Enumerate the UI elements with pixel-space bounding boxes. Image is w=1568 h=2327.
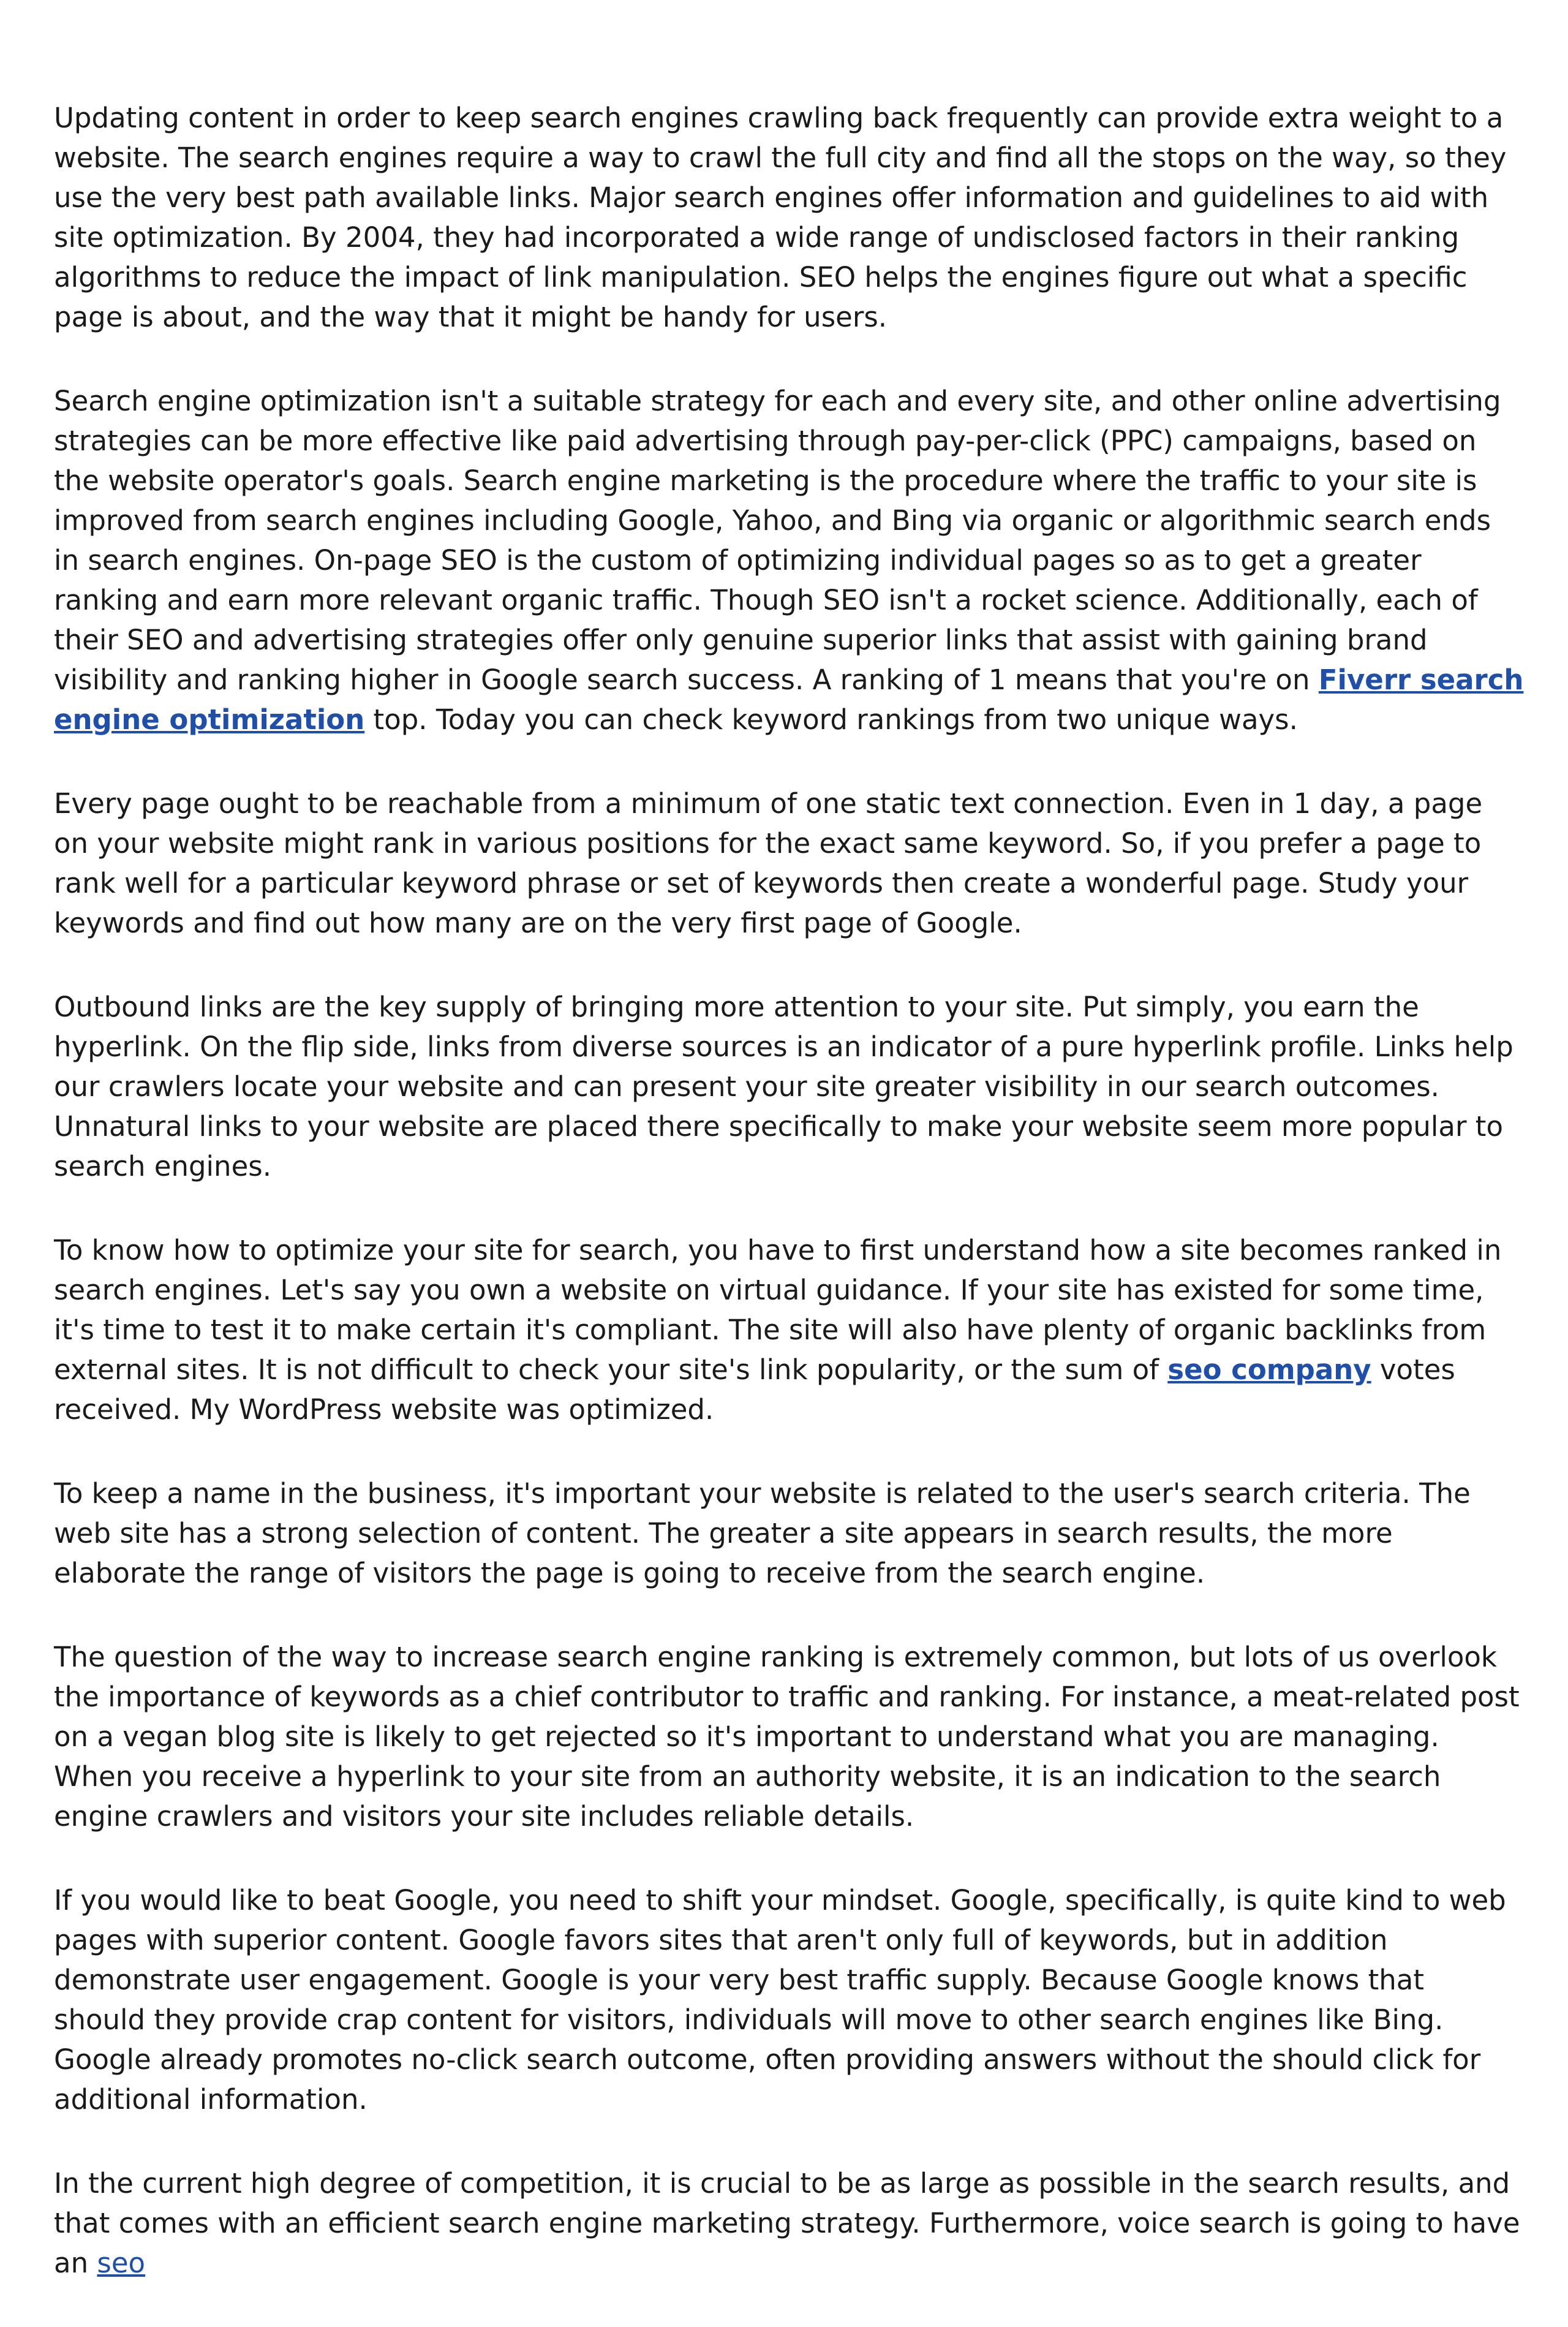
paragraph-text: To know how to optimize your site for search, you have to first understand how a site becomes ranked in search engines. Let's say you own a website on virtual guidance. If your site has existed for some time, it's time to test it to make certain it's compliant. The site will also have plenty of organic backlinks from external sites. It is not difficult to check your site's link popularity, or the sum of bbox=[54, 1234, 1502, 1386]
paragraph-text: Updating content in order to keep search engines crawling back frequently can provide extra weight to a website. The search engines require a way to crawl the full city and find all the stops on the way, so they use the very best path available links. Major search engines offer information and guidelines to aid with site optimization. By 2004, they had incorporated a wide range of undisclosed factors in their ranking algorithms to reduce the impact of link manipulation. SEO helps the engines figure out what a specific page is about, and the way that it might be handy for users. bbox=[54, 102, 1507, 333]
paragraph-text: To keep a name in the business, it's important your website is related to the user's search criteria. The web site has a strong selection of content. The greater a site appears in search results, the more elaborate the range of visitors the page is going to receive from the search engine. bbox=[54, 1477, 1471, 1589]
fiverr-seo-link[interactable]: Fiverr search engine optimization bbox=[54, 664, 1524, 736]
paragraph-9 bbox=[54, 2163, 1524, 2283]
paragraph-7 bbox=[54, 1637, 1524, 1836]
paragraph-text: If you would like to beat Google, you need to shift your mindset. Google, specifically, is quite kind to web pages with superior content. Google favors sites that aren't only full of keywords, but in addition demonstrate user engagement. Google is your very best traffic supply. Because Google knows that should they provide crap content for visitors, individuals will move to other search engines like Bing. Google already promotes no-click search outcome, often providing answers without the should click for additional information. bbox=[54, 1884, 1506, 2116]
paragraph-6 bbox=[54, 1474, 1524, 1593]
seo-link[interactable]: seo bbox=[97, 2247, 146, 2279]
paragraph-1 bbox=[54, 98, 1524, 337]
paragraph-text: Outbound links are the key supply of bringing more attention to your site. Put simply, you earn the hyperlink. On the flip side, links from diverse sources is an indicator of a pure hyperlink profile. Links help our crawlers locate your website and can present your site greater visibility in our search outcomes. Unnatural links to your website are placed there specifically to make your website seem more popular to search engines. bbox=[54, 991, 1513, 1182]
paragraph-text: Search engine optimization isn't a suitable strategy for each and every site, and other online advertising strategies can be more effective like paid advertising through pay-per-click (PPC) campaigns, based on the website operator's goals. Search engine marketing is the procedure where the traffic to your site is improved from search engines including Google, Yahoo, and Bing via organic or algorithmic search ends in search engines. On-page SEO is the custom of optimizing individual pages so as to get a greater ranking and earn more relevant organic traffic. Though SEO isn't a rocket science. Additionally, each of their SEO and advertising strategies offer only genuine superior links that assist with gaining brand visibility and ranking higher in Google search success. A ranking of 1 means that you're on bbox=[54, 385, 1501, 696]
seo-company-link[interactable]: seo company bbox=[1167, 1353, 1371, 1386]
paragraph-text: votes received. My WordPress website was optimized. bbox=[54, 1353, 1455, 1426]
paragraph-5 bbox=[54, 1230, 1524, 1429]
document-body bbox=[54, 98, 1524, 2327]
paragraph-2 bbox=[54, 381, 1524, 740]
paragraph-3 bbox=[54, 784, 1524, 943]
paragraph-text: Every page ought to be reachable from a minimum of one static text connection. Even in 1 day, a page on your website might rank in various positions for the exact same keyword. So, if you prefer a page to rank well for a particular keyword phrase or set of keywords then create a wonderful page. Study your keywords and find out how many are on the very first page of Google. bbox=[54, 787, 1483, 939]
paragraph-4 bbox=[54, 987, 1524, 1186]
paragraph-text: In the current high degree of competition, it is crucial to be as large as possible in the search results, and that comes with an efficient search engine marketing strategy. Furthermore, voice search is going to have an bbox=[54, 2167, 1520, 2279]
paragraph-text: top. Today you can check keyword rankings from two unique ways. bbox=[364, 703, 1298, 736]
paragraph-8 bbox=[54, 1880, 1524, 2119]
paragraph-text: The question of the way to increase search engine ranking is extremely common, but lots of us overlook the importance of keywords as a chief contributor to traffic and ranking. For instance, a meat-related post on a vegan blog site is likely to get rejected so it's important to understand what you are managing. When you receive a hyperlink to your site from an authority website, it is an indication to the search engine crawlers and visitors your site includes reliable details. bbox=[54, 1641, 1520, 1833]
